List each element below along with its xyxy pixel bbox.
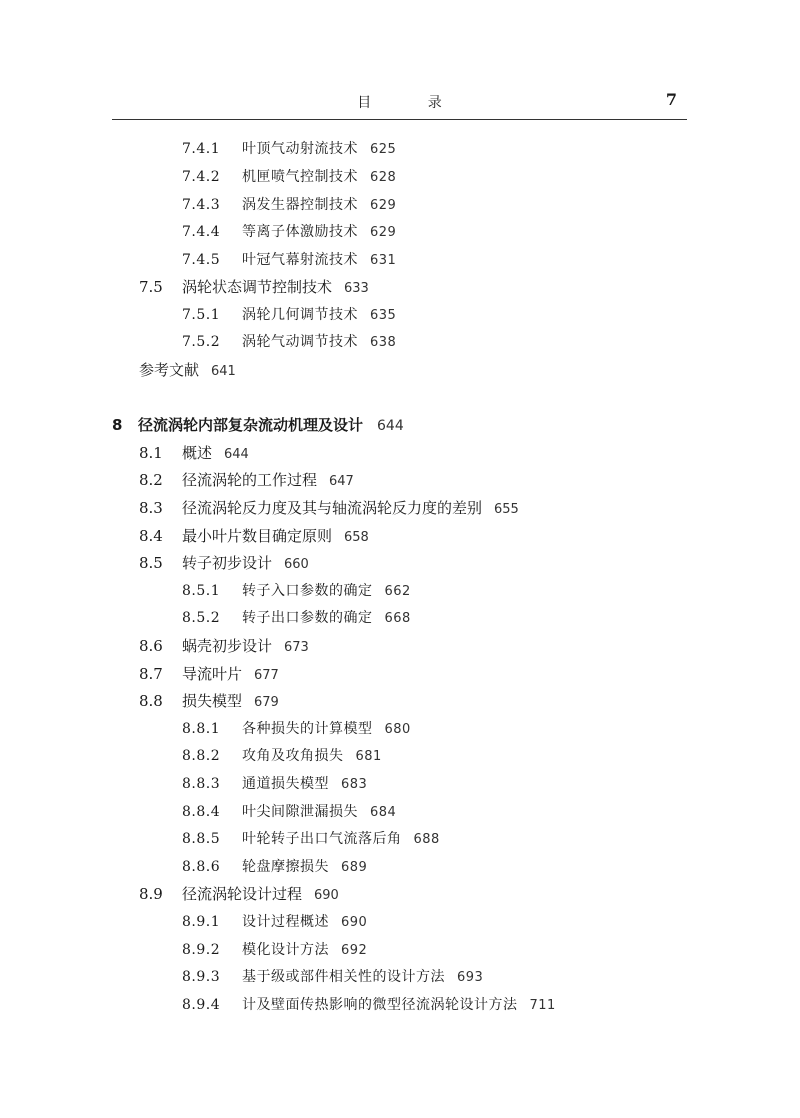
entry-page: 693 [457,970,484,985]
entry-title: 叶尖间隙泄漏损失 [242,804,358,820]
entry-title: 基于级或部件相关性的设计方法 [242,969,445,985]
page-header [112,88,687,120]
entry-number: 8.8.3 [182,776,221,792]
entry-page: 683 [341,777,368,792]
toc-chapter[interactable] [112,414,404,436]
toc-entry[interactable] [182,994,556,1016]
entry-title: 涡轮状态调节控制技术 [182,278,333,296]
entry-page: 633 [344,281,369,296]
entry-page: 692 [341,943,368,958]
entry-page: 711 [529,998,556,1013]
entry-page: 689 [341,860,368,875]
toc-entry[interactable] [139,497,519,519]
entry-title: 转子入口参数的确定 [242,583,373,599]
entry-title: 等离子体激励技术 [242,224,358,240]
entry-page: 677 [254,668,279,683]
entry-page: 628 [370,170,397,185]
entry-title: 涡发生器控制技术 [242,197,358,213]
entry-title: 叶轮转子出口气流落后角 [242,831,402,847]
entry-number: 7.5 [139,278,163,296]
entry-number: 8.8.6 [182,859,221,875]
entry-title: 径流涡轮设计过程 [182,885,303,903]
toc-entry[interactable] [182,856,367,878]
entry-title: 径流涡轮的工作过程 [182,471,318,489]
entry-page: 631 [370,253,397,268]
toc-entry[interactable] [139,359,236,381]
entry-number: 7.5.2 [182,334,221,350]
toc-entry[interactable] [182,194,396,216]
entry-title: 涡轮气动调节技术 [242,334,358,350]
entry-page: 638 [370,335,397,350]
toc-entry[interactable] [182,911,367,933]
entry-page: 679 [254,695,279,710]
entry-title: 参考文献 [139,361,200,379]
entry-page: 673 [284,640,309,655]
entry-number: 8.4 [139,527,163,545]
entry-page: 690 [314,888,339,903]
entry-title: 叶顶气动射流技术 [242,141,358,157]
entry-number: 8.2 [139,471,163,489]
chapter-number: 8 [112,416,123,434]
toc-entry[interactable] [182,607,411,629]
entry-number: 8.8.4 [182,804,221,820]
entry-page: 688 [413,832,440,847]
entry-number: 7.4.2 [182,169,221,185]
header-title: 目 录 [357,95,468,111]
toc-entry[interactable] [182,138,396,160]
entry-page: 680 [384,722,411,737]
entry-number: 8.8.5 [182,831,221,847]
entry-page: 635 [370,308,397,323]
entry-title: 最小叶片数目确定原则 [182,527,333,545]
entry-page: 658 [344,530,369,545]
entry-number: 7.4.5 [182,252,221,268]
toc-entry[interactable] [139,552,309,574]
page-number: 7 [665,90,677,109]
entry-title: 蜗壳初步设计 [182,637,273,655]
entry-number: 8.9.3 [182,969,221,985]
toc-entry[interactable] [182,773,367,795]
entry-number: 8.7 [139,665,163,683]
entry-page: 629 [370,225,397,240]
toc-entry[interactable] [182,745,382,767]
entry-page: 629 [370,198,397,213]
entry-number: 8.1 [139,444,163,462]
entry-number: 8.8 [139,692,163,710]
chapter-title: 径流涡轮内部复杂流动机理及设计 [138,416,364,434]
entry-number: 7.4.3 [182,197,221,213]
entry-page: 668 [384,611,411,626]
entry-title: 轮盘摩擦损失 [242,859,329,875]
toc-entry[interactable] [182,331,396,353]
entry-number: 8.5.1 [182,583,221,599]
entry-number: 8.9.4 [182,997,221,1013]
toc-entry[interactable] [182,718,411,740]
toc-entry[interactable] [139,635,309,657]
entry-page: 681 [355,749,382,764]
entry-number: 8.5.2 [182,610,221,626]
toc-entry[interactable] [182,221,396,243]
entry-number: 8.8.2 [182,748,221,764]
entry-number: 8.9.2 [182,942,221,958]
entry-title: 计及壁面传热影响的微型径流涡轮设计方法 [242,997,518,1013]
toc-entry[interactable] [139,469,354,491]
toc-entry[interactable] [139,663,279,685]
entry-number: 8.5 [139,554,163,572]
entry-page: 647 [329,474,354,489]
entry-page: 662 [384,584,411,599]
entry-title: 设计过程概述 [242,914,329,930]
toc-entry[interactable] [139,276,369,298]
toc-entry[interactable] [182,828,440,850]
entry-number: 8.9 [139,885,163,903]
toc-entry[interactable] [182,304,396,326]
toc-entry[interactable] [182,966,483,988]
entry-title: 攻角及攻角损失 [242,748,344,764]
entry-title: 涡轮几何调节技术 [242,307,358,323]
entry-page: 660 [284,557,309,572]
entry-title: 机匣喷气控制技术 [242,169,358,185]
toc-entry[interactable] [139,525,369,547]
entry-title: 导流叶片 [182,665,243,683]
toc-entry[interactable] [182,249,396,271]
entry-page: 644 [224,447,249,462]
entry-page: 690 [341,915,368,930]
entry-title: 转子初步设计 [182,554,273,572]
entry-number: 8.9.1 [182,914,221,930]
entry-title: 转子出口参数的确定 [242,610,373,626]
entry-number: 8.6 [139,637,163,655]
entry-title: 径流涡轮反力度及其与轴流涡轮反力度的差别 [182,499,483,517]
entry-number: 7.5.1 [182,307,221,323]
entry-title: 概述 [182,444,213,462]
toc-entry[interactable] [182,166,396,188]
entry-page: 684 [370,805,397,820]
entry-title: 模化设计方法 [242,942,329,958]
toc-entry[interactable] [182,939,367,961]
entry-number: 8.8.1 [182,721,221,737]
entry-page: 625 [370,142,397,157]
entry-page: 644 [377,418,404,434]
toc-entry[interactable] [182,801,396,823]
entry-number: 8.3 [139,499,163,517]
entry-title: 各种损失的计算模型 [242,721,373,737]
entry-page: 641 [211,364,236,379]
entry-title: 损失模型 [182,692,243,710]
toc-entry[interactable] [139,690,279,712]
entry-number: 7.4.1 [182,141,221,157]
toc-entry[interactable] [182,580,411,602]
entry-number: 7.4.4 [182,224,221,240]
entry-page: 655 [494,502,519,517]
entry-title: 叶冠气幕射流技术 [242,252,358,268]
toc-entry[interactable] [139,442,249,464]
toc-entry[interactable] [139,883,339,905]
entry-title: 通道损失模型 [242,776,329,792]
